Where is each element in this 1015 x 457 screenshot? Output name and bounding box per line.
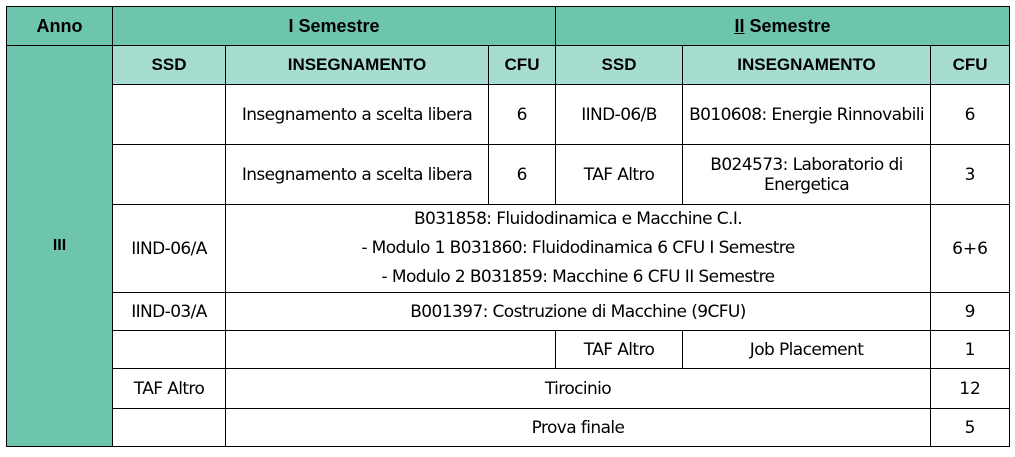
table-row	[7, 409, 1010, 447]
semester-2-word: Semestre	[744, 15, 831, 36]
cell-ssd: TAF Altro	[556, 145, 683, 205]
subheader-cfu-1: CFU	[489, 46, 556, 85]
cell-ssd	[113, 331, 226, 369]
header-semester-2	[556, 7, 1010, 46]
cell-cfu: 12	[931, 369, 1010, 409]
cell-cfu: 9	[931, 293, 1010, 331]
table-row	[7, 85, 1010, 145]
table-row	[7, 331, 1010, 369]
table-row	[7, 145, 1010, 205]
cell-insegnamento-combined	[226, 205, 931, 293]
subheader-cfu-2: CFU	[931, 46, 1010, 85]
subheader-insegnamento-2: INSEGNAMENTO	[683, 46, 931, 85]
subheader-ssd-1: SSD	[113, 46, 226, 85]
cell-ssd	[113, 145, 226, 205]
cell-cfu: 6	[931, 85, 1010, 145]
cell-insegnamento: Tirocinio	[226, 369, 931, 409]
cell-insegnamento: Insegnamento a scelta libera	[226, 85, 489, 145]
cell-ssd: IIND-06/B	[556, 85, 683, 145]
cell-ssd: IIND-06/A	[113, 205, 226, 293]
header-semester-1: I Semestre	[113, 7, 556, 46]
cell-insegnamento: B001397: Costruzione di Macchine (9CFU)	[226, 293, 931, 331]
cell-insegnamento: B024573: Laboratorio di Energetica	[683, 145, 931, 205]
module-1: - Modulo 1 B031860: Fluidodinamica 6 CFU I Semestre	[361, 238, 795, 258]
subheader-insegnamento-1: INSEGNAMENTO	[226, 46, 489, 85]
cell-ssd	[113, 409, 226, 447]
cell-insegnamento	[226, 331, 556, 369]
cell-cfu: 6+6	[931, 205, 1010, 293]
cell-cfu: 1	[931, 331, 1010, 369]
study-plan-table	[6, 6, 1010, 447]
header-row	[7, 7, 1010, 46]
anno-value: III	[7, 46, 113, 447]
header-anno: Anno	[7, 7, 113, 46]
cell-ssd: TAF Altro	[113, 369, 226, 409]
cell-insegnamento: B010608: Energie Rinnovabili	[683, 85, 931, 145]
table-row	[7, 369, 1010, 409]
cell-ssd	[113, 85, 226, 145]
semester-2-roman: II	[734, 15, 745, 36]
cell-insegnamento: Job Placement	[683, 331, 931, 369]
cell-cfu: 6	[489, 85, 556, 145]
cell-cfu: 5	[931, 409, 1010, 447]
cell-insegnamento: Insegnamento a scelta libera	[226, 145, 489, 205]
table-row	[7, 205, 1010, 293]
cell-cfu: 6	[489, 145, 556, 205]
cell-ssd: TAF Altro	[556, 331, 683, 369]
cell-cfu: 3	[931, 145, 1010, 205]
subheader-ssd-2: SSD	[556, 46, 683, 85]
module-2: - Modulo 2 B031859: Macchine 6 CFU II Semestre	[381, 267, 775, 287]
cell-insegnamento: Prova finale	[226, 409, 931, 447]
table-row	[7, 293, 1010, 331]
course-title: B031858: Fluidodinamica e Macchine C.I.	[413, 209, 743, 229]
subheader-row	[7, 46, 1010, 85]
cell-ssd: IIND-03/A	[113, 293, 226, 331]
